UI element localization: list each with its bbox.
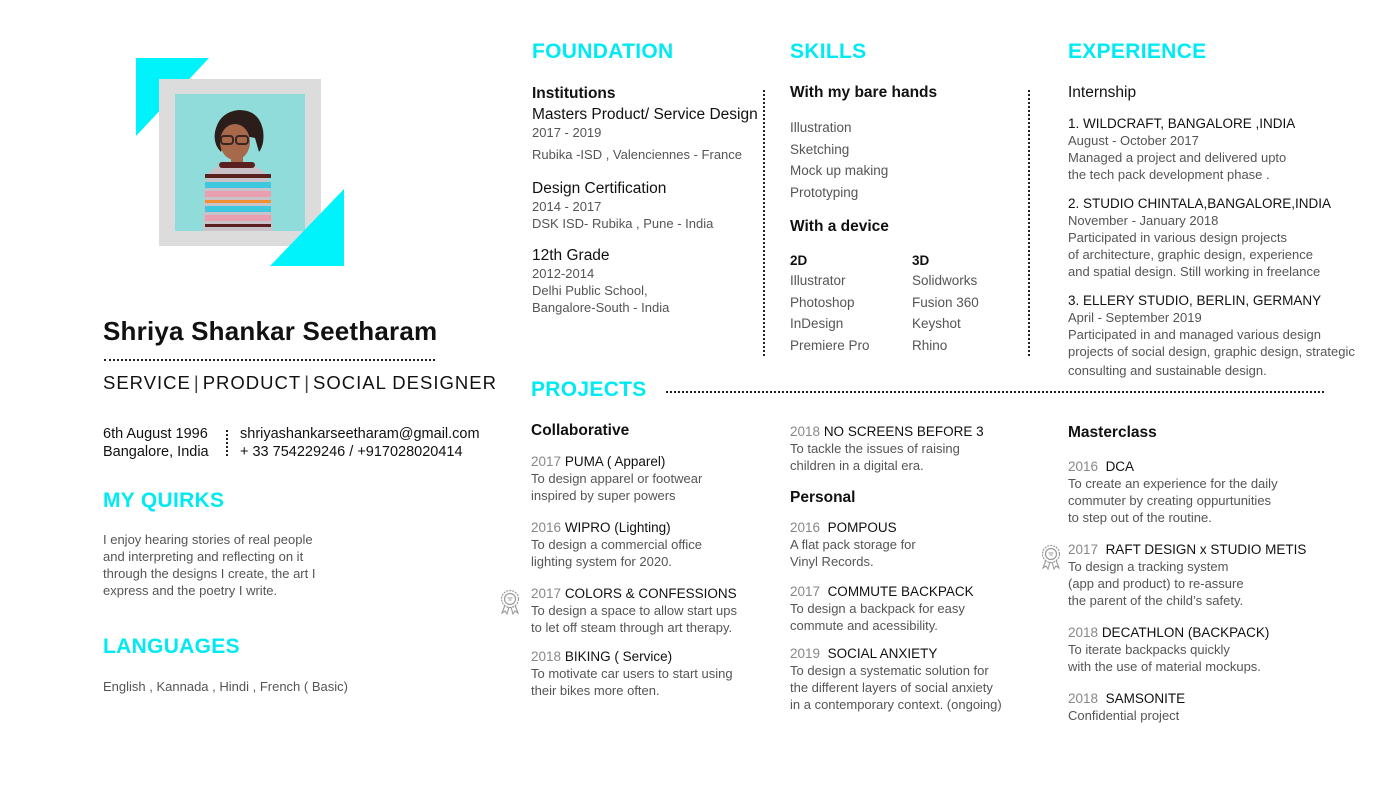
award-ribbon-icon [1040,544,1062,570]
entry-years: 2012-2014 [532,266,595,281]
project-line: To tackle the issues of raising [790,441,960,456]
project-item [790,645,1030,713]
project-year: 2018 [531,649,562,664]
skill-item: Sketching [790,141,850,157]
project-item [790,519,1030,570]
quirks-text [103,531,315,599]
project-name: COLORS & CONFESSIONS [564,586,737,601]
quirks-line: I enjoy hearing stories of real people [103,532,313,547]
skills-2d-title: 2D [790,253,808,268]
skill-item: Photoshop [790,294,855,310]
personal-list [790,519,1030,713]
project-line: the different layers of social anxiety [790,680,993,695]
project-line: To iterate backpacks quickly [1068,642,1230,657]
project-line: in a contemporary context. (ongoing) [790,697,1002,712]
foundation-section [532,84,762,316]
project-item [790,583,1030,634]
project-year: 2019 [790,646,821,661]
project-item [1068,690,1358,724]
project-title [1068,690,1358,707]
masterclass-list [1068,458,1358,724]
projects-divider [666,391,1324,393]
entry-line: DSK ISD- Rubika , Pune - India [532,216,714,231]
institutions-subtitle: Institutions [532,85,616,102]
project-year: 2016 [531,520,562,535]
project-item [1068,624,1358,675]
role-separator: | [304,372,310,393]
project-year: 2018 [1068,625,1099,640]
skill-item: Premiere Pro [790,337,870,353]
experience-dates: April - September 2019 [1068,310,1202,325]
contact-divider [226,430,228,456]
project-title [531,519,771,536]
project-line: To design a backpack for easy [790,601,965,616]
entry-line: Bangalore-South - India [532,300,670,315]
project-line: lighting system for 2020. [531,554,672,569]
skill-item: Keyshot [912,316,961,331]
profile-name: Shriya Shankar Seetharam [103,316,438,346]
experience-dates: August - October 2017 [1068,133,1199,148]
project-item [531,519,771,570]
experience-line: Participated in various design projects [1068,230,1287,245]
experience-line: Participated in and managed various design [1068,327,1321,342]
collaborative-subtitle: Collaborative [531,422,630,439]
quirks-line: and interpreting and reflecting on it [103,549,304,564]
skill-item: Solidworks [912,273,978,288]
birth-date: 6th August 1996 [103,426,208,442]
foundation-heading: FOUNDATION [532,40,674,63]
experience-title: 1. WILDCRAFT, BANGALORE ,INDIA [1068,116,1296,131]
collaborative-list-continued [790,423,1030,474]
column-divider [1028,90,1030,356]
decorative-triangle-bottom-right [270,189,344,266]
project-name: BIKING ( Service) [564,649,673,664]
project-title [1068,541,1358,558]
foundation-entry [532,105,762,163]
project-title [790,583,1030,600]
project-line: the parent of the child’s safety. [1068,593,1244,608]
project-year: 2017 [531,586,562,601]
location: Bangalore, India [103,444,209,460]
project-title [531,648,771,665]
personal-subtitle: Personal [790,489,856,506]
project-line: their bikes more often. [531,683,660,698]
experience-line: the tech pack development phase . [1068,167,1270,182]
role-service: SERVICE [103,372,191,393]
languages-heading: LANGUAGES [103,635,240,658]
project-item [790,423,1030,474]
quirks-heading: MY QUIRKS [103,489,225,512]
project-title [531,585,771,602]
project-line: To design apparel or footwear [531,471,703,486]
experience-line: and spatial design. Still working in freelance [1068,264,1321,279]
role-product: PRODUCT [202,372,302,393]
skill-item: Illustrator [790,273,846,288]
contact-info [240,425,480,461]
experience-entry [1068,292,1368,379]
project-line: commute and acessibility. [790,618,938,633]
project-title [1068,624,1358,641]
role-social-designer: SOCIAL DESIGNER [313,372,497,393]
personal-info [103,425,209,461]
entry-line: Rubika -ISD , Valenciennes - France [532,147,743,162]
foundation-entry [532,246,762,316]
project-title [790,423,1030,440]
skills-3d-list [912,252,979,356]
experience-line: of architecture, graphic design, experience [1068,247,1313,262]
skills-3d-title: 3D [912,253,930,268]
experience-entry [1068,195,1368,280]
project-line: to step out of the routine. [1068,510,1212,525]
column-divider [763,90,765,356]
email-link[interactable]: shriyashankarseetharam@gmail.com [240,426,480,442]
skill-item: Rhino [912,337,948,353]
foundation-entry [532,179,762,232]
experience-line: projects of social design, graphic design, strategic [1068,344,1355,359]
skill-item: Prototyping [790,184,859,200]
skill-item: InDesign [790,316,844,331]
project-name: COMMUTE BACKPACK [827,584,974,599]
project-line: with the use of material mockups. [1068,659,1261,674]
phone-number: + 33 754229246 / +917028020414 [240,444,463,460]
profile-roles [103,372,497,394]
project-line: to let off steam through art therapy. [531,620,733,635]
project-line: To create an experience for the daily [1068,476,1278,491]
languages-text: English , Kannada , Hindi , French ( Basic) [103,679,348,694]
project-line: To design a tracking system [1068,559,1229,574]
experience-line: consulting and sustainable design. [1068,363,1267,378]
project-year: 2017 [1068,542,1099,557]
projects-heading: PROJECTS [531,378,647,401]
project-year: 2018 [1068,691,1099,706]
experience-entry [1068,115,1368,183]
project-item [1068,458,1358,526]
experience-list [1068,115,1368,379]
project-name: PUMA ( Apparel) [564,454,666,469]
internship-subtitle: Internship [1068,84,1137,101]
project-name: SOCIAL ANXIETY [827,646,938,661]
entry-line: Delhi Public School, [532,283,648,298]
project-name: DECATHLON (BACKPACK) [1101,625,1270,640]
skill-item: Fusion 360 [912,294,979,310]
project-line: inspired by super powers [531,488,676,503]
bare-hands-subtitle: With my bare hands [790,84,938,101]
project-year: 2016 [790,520,821,535]
skill-item: Illustration [790,120,852,135]
quirks-line: express and the poetry I write. [103,583,278,598]
project-line: (app and product) to re-assure [1068,576,1244,591]
experience-title: 2. STUDIO CHINTALA,BANGALORE,INDIA [1068,196,1332,211]
project-line: To design a systematic solution for [790,663,989,678]
project-year: 2018 [790,424,821,439]
experience-line: Managed a project and delivered upto [1068,150,1287,165]
entry-title: Masters Product/ Service Design [532,106,758,123]
project-name: NO SCREENS BEFORE 3 [823,424,984,439]
project-title [790,519,1030,536]
experience-dates: November - January 2018 [1068,213,1219,228]
skills-heading: SKILLS [790,40,867,63]
project-name: SAMSONITE [1105,691,1186,706]
project-name: DCA [1105,459,1135,474]
project-title [790,645,1030,662]
masterclass-subtitle: Masterclass [1068,424,1157,441]
name-divider [104,359,435,361]
project-title [1068,458,1358,475]
entry-years: 2017 - 2019 [532,125,602,140]
entry-years: 2014 - 2017 [532,199,602,214]
experience-heading: EXPERIENCE [1068,40,1207,63]
device-subtitle: With a device [790,218,889,235]
project-item [531,585,771,636]
project-name: RAFT DESIGN x STUDIO METIS [1105,542,1307,557]
project-item [531,648,771,699]
project-line: To motivate car users to start using [531,666,733,681]
experience-title: 3. ELLERY STUDIO, BERLIN, GERMANY [1068,293,1322,308]
entry-title: Design Certification [532,180,667,197]
role-separator: | [193,372,200,393]
project-year: 2017 [790,584,821,599]
skill-item: Mock up making [790,163,889,178]
project-line: A flat pack storage for [790,537,916,552]
project-line: children in a digital era. [790,458,924,473]
project-line: To design a commercial office [531,537,703,552]
project-year: 2016 [1068,459,1099,474]
bare-hands-list [790,117,888,203]
project-name: WIPRO (Lighting) [564,520,671,535]
project-item [1068,541,1358,609]
project-line: To design a space to allow start ups [531,603,737,618]
entry-title: 12th Grade [532,247,610,264]
project-line: Vinyl Records. [790,554,874,569]
project-line: commuter by creating oppurtunities [1068,493,1272,508]
project-name: POMPOUS [827,520,897,535]
quirks-line: through the designs I create, the art I [103,566,316,581]
award-ribbon-icon [499,589,521,615]
project-title [531,453,771,470]
skills-2d-list [790,252,870,356]
project-year: 2017 [531,454,562,469]
project-line: Confidential project [1068,708,1180,723]
collaborative-list [531,453,771,699]
project-item [531,453,771,504]
